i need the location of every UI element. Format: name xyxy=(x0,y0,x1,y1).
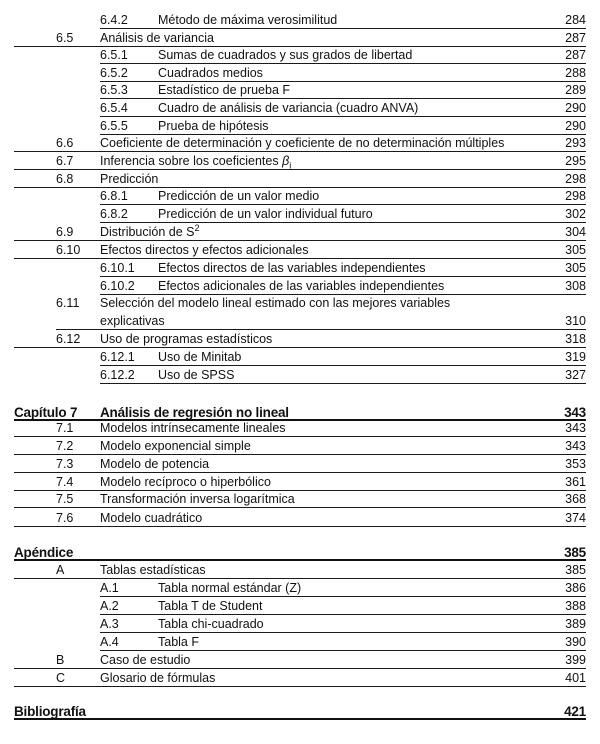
toc-page-number: 318 xyxy=(565,332,586,346)
toc-entry-number: 6.8.1 xyxy=(100,189,128,203)
toc-divider xyxy=(14,472,586,473)
toc-entry-title-text: Tabla normal estándar (Z) xyxy=(158,581,302,595)
toc-chapter-row[interactable] xyxy=(0,544,600,561)
toc-page-number: 421 xyxy=(564,704,586,719)
toc-entry-number: 6.11 xyxy=(56,296,80,310)
toc-entry-title xyxy=(158,616,264,633)
toc-entry-number: Bibliografía xyxy=(14,704,86,719)
toc-entry-title-text: Cuadrados medios xyxy=(158,66,263,80)
toc-entry-row[interactable] xyxy=(0,118,600,135)
toc-divider xyxy=(100,116,586,117)
toc-page-number: 343 xyxy=(565,421,586,435)
toc-entry-row[interactable] xyxy=(0,349,600,366)
toc-divider xyxy=(14,169,586,170)
toc-page-number: 305 xyxy=(565,243,586,257)
toc-page-number: 305 xyxy=(565,261,586,275)
toc-entry-row[interactable] xyxy=(0,331,600,348)
toc-page-number: 343 xyxy=(564,405,586,420)
toc-entry-title-text: Predicción de un valor individual futuro xyxy=(158,207,373,221)
toc-entry-title xyxy=(100,652,190,669)
toc-entry-number: 6.5.3 xyxy=(100,83,128,97)
toc-entry-row[interactable] xyxy=(0,491,600,508)
toc-entry-title-text: Inferencia sobre los coeficientes xyxy=(100,154,279,168)
toc-entry-row[interactable] xyxy=(0,153,600,170)
toc-divider xyxy=(14,436,586,437)
toc-entry-number: A xyxy=(56,563,65,577)
toc-entry-title xyxy=(158,349,241,366)
toc-entry-title xyxy=(100,224,200,241)
toc-entry-title xyxy=(100,242,308,259)
toc-page-number: 374 xyxy=(565,511,586,525)
toc-entry-row[interactable] xyxy=(0,652,600,669)
beta-symbol: β xyxy=(282,154,290,168)
toc-entry-title-text: Cuadro de análisis de variancia (cuadro ANVA) xyxy=(158,101,419,115)
toc-entry-number: Capítulo 7 xyxy=(14,405,78,420)
toc-divider xyxy=(100,650,586,651)
toc-entry-row[interactable] xyxy=(0,598,600,615)
toc-entry-number: A.3 xyxy=(100,617,119,631)
toc-entry-number: A.2 xyxy=(100,599,119,613)
toc-entry-number: 7.2 xyxy=(56,439,74,453)
toc-entry-row[interactable] xyxy=(0,206,600,223)
toc-entry-title xyxy=(158,100,418,117)
toc-page-number: 298 xyxy=(565,172,586,186)
toc-divider xyxy=(100,98,586,99)
toc-page-number: 388 xyxy=(565,599,586,613)
toc-entry-title-text: Prueba de hipótesis xyxy=(158,119,269,133)
toc-page-number: 304 xyxy=(565,225,586,239)
superscript: 2 xyxy=(194,222,200,233)
toc-page-number: 353 xyxy=(565,457,586,471)
toc-entry-number: 6.8.2 xyxy=(100,207,128,221)
toc-entry-number: 6.10 xyxy=(56,243,81,257)
toc-entry-title-text: Uso de SPSS xyxy=(158,368,235,382)
toc-entry-row[interactable] xyxy=(0,562,600,579)
toc-entry-title-text: Modelo recíproco o hiperbólico xyxy=(100,475,271,489)
toc-entry-number: 6.12.2 xyxy=(100,368,135,382)
toc-entry-title xyxy=(100,313,165,330)
toc-entry-number: 7.5 xyxy=(56,492,74,506)
toc-chapter-row[interactable] xyxy=(0,703,600,720)
toc-entry-number: 6.7 xyxy=(56,154,74,168)
toc-divider xyxy=(14,454,586,455)
toc-entry-title-text: Modelo de potencia xyxy=(100,457,210,471)
toc-page-number: 284 xyxy=(565,13,586,27)
toc-entry-row[interactable] xyxy=(0,295,600,312)
toc-entry-title xyxy=(158,82,290,99)
toc-divider xyxy=(100,596,586,597)
toc-entry-title xyxy=(100,670,215,687)
toc-entry-title-text: Glosario de fórmulas xyxy=(100,671,216,685)
toc-entry-title xyxy=(100,30,214,47)
toc-entry-title-text: explicativas xyxy=(100,314,165,328)
toc-entry-number: 7.4 xyxy=(56,475,74,489)
toc-page-number: 327 xyxy=(565,368,586,382)
toc-divider xyxy=(100,614,586,615)
toc-entry-row[interactable] xyxy=(0,634,600,651)
toc-entry-row[interactable] xyxy=(0,188,600,205)
toc-divider xyxy=(14,668,586,669)
toc-entry-title xyxy=(100,510,202,527)
toc-entry-number: 6.5.2 xyxy=(100,66,128,80)
toc-entry-title-text: Método de máxima verosimilitud xyxy=(158,13,338,27)
toc-entry-row[interactable] xyxy=(0,100,600,117)
toc-divider xyxy=(100,276,586,277)
toc-entry-title xyxy=(100,135,504,152)
toc-page-number: 287 xyxy=(565,48,586,62)
toc-divider xyxy=(14,347,586,348)
toc-entry-number: C xyxy=(56,671,66,685)
toc-entry-row[interactable] xyxy=(0,438,600,455)
toc-entry-row[interactable] xyxy=(0,260,600,277)
toc-entry-number: 6.10.2 xyxy=(100,279,135,293)
toc-entry-row[interactable] xyxy=(0,65,600,82)
toc-entry-number: 6.12 xyxy=(56,332,81,346)
toc-page-number: 288 xyxy=(565,66,586,80)
toc-entry-row[interactable] xyxy=(0,12,600,29)
toc-entry-number: Apéndice xyxy=(14,545,74,560)
toc-entry-title xyxy=(100,171,158,188)
toc-entry-number: 6.5 xyxy=(56,31,74,45)
toc-entry-number: 6.5.4 xyxy=(100,101,128,115)
toc-entry-row[interactable] xyxy=(0,224,600,241)
toc-entry-title xyxy=(158,206,373,223)
toc-entry-number: 6.5.1 xyxy=(100,48,128,62)
toc-chapter-row[interactable] xyxy=(0,404,600,421)
toc-entry-row[interactable] xyxy=(0,278,600,295)
toc-divider xyxy=(14,151,586,152)
toc-entry-title-text: Sumas de cuadrados y sus grados de libertad xyxy=(158,48,413,62)
toc-page-number: 308 xyxy=(565,279,586,293)
toc-divider xyxy=(14,258,586,259)
toc-entry-row[interactable] xyxy=(0,135,600,152)
toc-entry-row[interactable] xyxy=(0,367,600,384)
toc-entry-row[interactable] xyxy=(0,580,600,597)
toc-page-number: 386 xyxy=(565,581,586,595)
toc-entry-title xyxy=(158,188,319,205)
toc-page-number: 385 xyxy=(564,545,586,560)
toc-entry-title xyxy=(158,367,234,384)
toc-page-number: 385 xyxy=(565,563,586,577)
toc-divider xyxy=(100,63,586,64)
toc-entry-title-text: Análisis de regresión no lineal xyxy=(100,405,289,420)
toc-page-number: 389 xyxy=(565,617,586,631)
toc-entry-title xyxy=(100,420,286,437)
toc-page-number: 361 xyxy=(565,475,586,489)
toc-entry-title-text: Modelo exponencial simple xyxy=(100,439,251,453)
toc-entry-title-text: Tabla T de Student xyxy=(158,599,263,613)
toc-entry-row[interactable] xyxy=(0,670,600,687)
toc-entry-title-text: Efectos adicionales de las variables independientes xyxy=(158,279,445,293)
toc-entry-title-text: Transformación inversa logarítmica xyxy=(100,492,295,506)
toc-entry-title xyxy=(158,118,269,135)
toc-entry-number: A.4 xyxy=(100,635,119,649)
toc-entry-number: 6.12.1 xyxy=(100,350,135,364)
beta-subscript: i xyxy=(289,160,292,171)
toc-entry-title-text: Uso de Minitab xyxy=(158,350,242,364)
toc-entry-title xyxy=(100,438,251,455)
toc-entry-title xyxy=(158,65,263,82)
toc-page-number: 310 xyxy=(565,314,586,328)
toc-page-number: 290 xyxy=(565,119,586,133)
toc-divider xyxy=(14,718,586,720)
toc-entry-number: 7.6 xyxy=(56,511,74,525)
toc-page-number: 287 xyxy=(565,31,586,45)
toc-page-number: 302 xyxy=(565,207,586,221)
toc-entry-title-text: Modelos intrínsecamente lineales xyxy=(100,421,286,435)
toc-entry-title xyxy=(100,562,206,579)
toc-page-number: 298 xyxy=(565,189,586,203)
toc-entry-number: 7.1 xyxy=(56,421,74,435)
toc-page-number: 290 xyxy=(565,101,586,115)
toc-entry-row[interactable] xyxy=(0,313,600,330)
toc-entry-number: A.1 xyxy=(100,581,119,595)
toc-entry-row[interactable] xyxy=(0,510,600,527)
toc-entry-row[interactable] xyxy=(0,171,600,188)
toc-entry-title-text: Predicción de un valor medio xyxy=(158,189,320,203)
toc-entry-title xyxy=(158,580,301,597)
toc-entry-title-text: Análisis de variancia xyxy=(100,31,214,45)
toc-entry-row[interactable] xyxy=(0,474,600,491)
toc-divider xyxy=(14,686,586,687)
toc-entry-number: 6.4.2 xyxy=(100,13,128,27)
toc-entry-row[interactable] xyxy=(0,420,600,437)
toc-entry-title-text: Predicción xyxy=(100,172,159,186)
toc-entry-title xyxy=(158,12,337,29)
toc-entry-title-text: Modelo cuadrático xyxy=(100,511,203,525)
toc-entry-number: 6.8 xyxy=(56,172,74,186)
toc-page-number: 399 xyxy=(565,653,586,667)
toc-divider xyxy=(56,329,586,330)
toc-entry-title-text: Tabla chi-cuadrado xyxy=(158,617,264,631)
toc-entry-title xyxy=(158,278,444,295)
toc-entry-title xyxy=(100,474,271,491)
toc-entry-title xyxy=(158,634,199,651)
toc-entry-title xyxy=(100,456,209,473)
toc-entry-row[interactable] xyxy=(0,30,600,47)
toc-divider xyxy=(100,28,586,29)
toc-divider xyxy=(100,383,586,384)
toc-entry-title-text: Tablas estadísticas xyxy=(100,563,206,577)
toc-entry-number: 7.3 xyxy=(56,457,74,471)
toc-entry-title-text: Distribución de S xyxy=(100,225,195,239)
toc-entry-title-text: Caso de estudio xyxy=(100,653,191,667)
toc-entry-title-text: Efectos directos y efectos adicionales xyxy=(100,243,309,257)
toc-divider xyxy=(100,204,586,205)
toc-page-number: 390 xyxy=(565,635,586,649)
toc-divider xyxy=(100,365,586,366)
toc-divider xyxy=(100,632,586,633)
toc-entry-number: 6.6 xyxy=(56,136,74,150)
toc-divider xyxy=(14,559,586,561)
toc-entry-title xyxy=(100,331,272,348)
toc-page-number: 319 xyxy=(565,350,586,364)
toc-divider xyxy=(14,240,586,241)
toc-entry-row[interactable] xyxy=(0,456,600,473)
toc-page-number: 293 xyxy=(565,136,586,150)
toc-entry-number: 6.5.5 xyxy=(100,119,128,133)
toc-entry-title-text: Estadístico de prueba F xyxy=(158,83,291,97)
toc-divider xyxy=(100,222,586,223)
toc-entry-title xyxy=(100,491,295,508)
toc-entry-number: B xyxy=(56,653,65,667)
toc-entry-title xyxy=(158,598,262,615)
toc-entry-title xyxy=(100,295,450,312)
toc-entry-row[interactable] xyxy=(0,47,600,64)
toc-entry-row[interactable] xyxy=(0,242,600,259)
toc-page-number: 368 xyxy=(565,492,586,506)
toc-entry-title-text: Efectos directos de las variables independientes xyxy=(158,261,426,275)
toc-page-number: 295 xyxy=(565,154,586,168)
toc-divider xyxy=(14,507,586,508)
toc-entry-number: 6.9 xyxy=(56,225,74,239)
toc-divider xyxy=(14,526,586,527)
toc-page-number: 289 xyxy=(565,83,586,97)
toc-entry-title-text: Selección del modelo lineal estimado con las mejores variables xyxy=(100,296,451,310)
toc-entry-number: 6.10.1 xyxy=(100,261,135,275)
toc-entry-title xyxy=(158,260,426,277)
toc-entry-row[interactable] xyxy=(0,82,600,99)
toc-entry-title xyxy=(158,47,412,64)
toc-divider xyxy=(14,578,586,579)
toc-entry-title-text: Coeficiente de determinación y coeficiente de no determinación múltiples xyxy=(100,136,505,150)
toc-page-number: 343 xyxy=(565,439,586,453)
toc-entry-title-text: Tabla F xyxy=(158,635,199,649)
toc-entry-row[interactable] xyxy=(0,616,600,633)
toc-entry-title-text: Uso de programas estadísticos xyxy=(100,332,273,346)
toc-page-number: 401 xyxy=(565,671,586,685)
